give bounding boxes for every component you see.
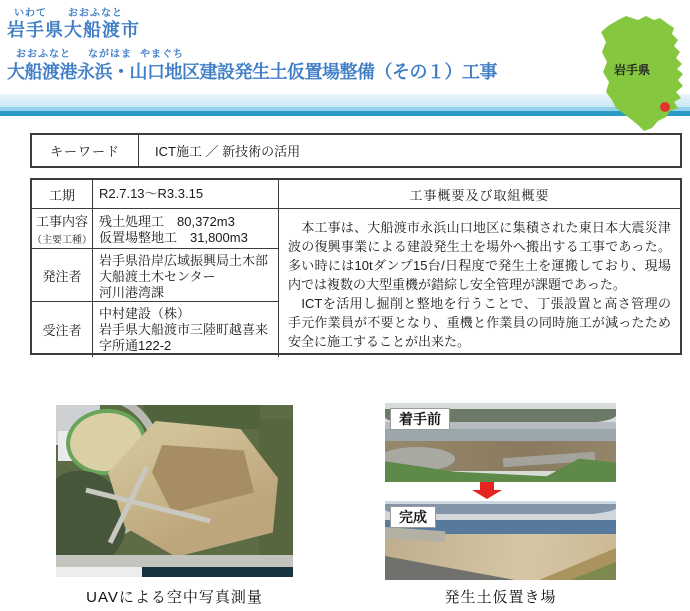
header-band-light	[0, 94, 690, 107]
iwate-map-icon	[588, 14, 688, 132]
photo-water	[142, 567, 293, 577]
content-line: 仮置場整地工 31,800m3	[99, 230, 248, 245]
after-photo	[385, 501, 616, 580]
down-arrow-icon	[472, 482, 502, 499]
map-label: 岩手県	[614, 63, 651, 77]
furigana-yamaguchi: やまぐち	[140, 49, 184, 60]
uav-photo-caption: UAVによる空中写真測量	[86, 589, 263, 606]
orderer-label	[32, 249, 93, 302]
before-label: 着手前	[390, 408, 450, 430]
period-value	[93, 180, 279, 209]
furigana-ofunato: おおふなと	[68, 8, 123, 19]
location-marker-icon	[660, 102, 670, 112]
header-stripe-dark	[0, 111, 690, 116]
stockyard-caption: 発生土仮置き場	[444, 589, 557, 606]
photo-coast-road	[56, 555, 293, 567]
orderer-value	[93, 249, 279, 302]
furigana-ofunato-2: おおふなと	[16, 49, 71, 60]
city-title: 岩手県大船渡市	[7, 20, 140, 40]
keyword-table	[30, 133, 682, 168]
overview-paragraph-2: ICTを活用し掘削と整地を行うことで、丁張設置と高さ管理の手元作業員が不要となり、重機と作業員の同時施工が減ったため安全に施工することが出来た。	[288, 296, 671, 349]
content-sublabel-text: （主要工種）	[32, 235, 92, 246]
furigana-nagahama: ながはま	[88, 49, 132, 60]
contractor-line: 岩手県大船渡市三陸町越喜来	[99, 322, 269, 337]
keyword-value: ICT施工 ／ 新技術の活用	[155, 144, 301, 159]
orderer-line: 岩手県沿岸広域振興局土木部	[99, 253, 269, 268]
overview-text-cell	[279, 209, 680, 357]
content-label-text: 工事内容	[35, 214, 88, 229]
orderer-line: 大船渡土木センター	[99, 269, 216, 284]
period-value-text: R2.7.13～R3.3.15	[99, 186, 204, 201]
content-label	[32, 209, 93, 249]
period-label	[32, 180, 93, 209]
overview-header-text: 工事概要及び取組概要	[409, 187, 550, 203]
period-label-text: 工期	[48, 187, 75, 203]
arrow-shaft	[480, 482, 494, 490]
contractor-line: 中村建設（株）	[99, 306, 191, 321]
overview-header	[279, 180, 680, 209]
content-line: 残土処理工 80,372m3	[99, 214, 235, 229]
contractor-value	[93, 302, 279, 357]
spec-table	[30, 178, 682, 355]
photo-quay	[56, 567, 142, 577]
orderer-line: 河川港湾課	[99, 285, 165, 300]
contractor-label	[32, 302, 93, 357]
after-label: 完成	[390, 506, 436, 528]
contractor-line: 字所通122-2	[99, 338, 172, 353]
keyword-label: キーワード	[32, 135, 139, 166]
uav-aerial-photo	[56, 405, 293, 577]
content-value	[93, 209, 279, 249]
before-photo	[385, 403, 616, 482]
overview-paragraph-1: 本工事は、大船渡市永浜山口地区に集積された東日本大震災津波の復興事業による建設発生土を場外へ搬出する工事であった。多い時には10tダンプ15台/日程度で発生土を運搬しており、現場内では複数の大型重機が錯綜し安全管理が課題であった。	[288, 220, 671, 292]
contractor-label-text: 受注者	[42, 323, 82, 338]
furigana-iwate: いわて	[14, 8, 47, 19]
orderer-label-text: 発注者	[42, 268, 82, 284]
arrow-head	[472, 490, 502, 499]
project-title: 大船渡港永浜・山口地区建設発生土仮置場整備（その１）工事	[7, 62, 497, 82]
